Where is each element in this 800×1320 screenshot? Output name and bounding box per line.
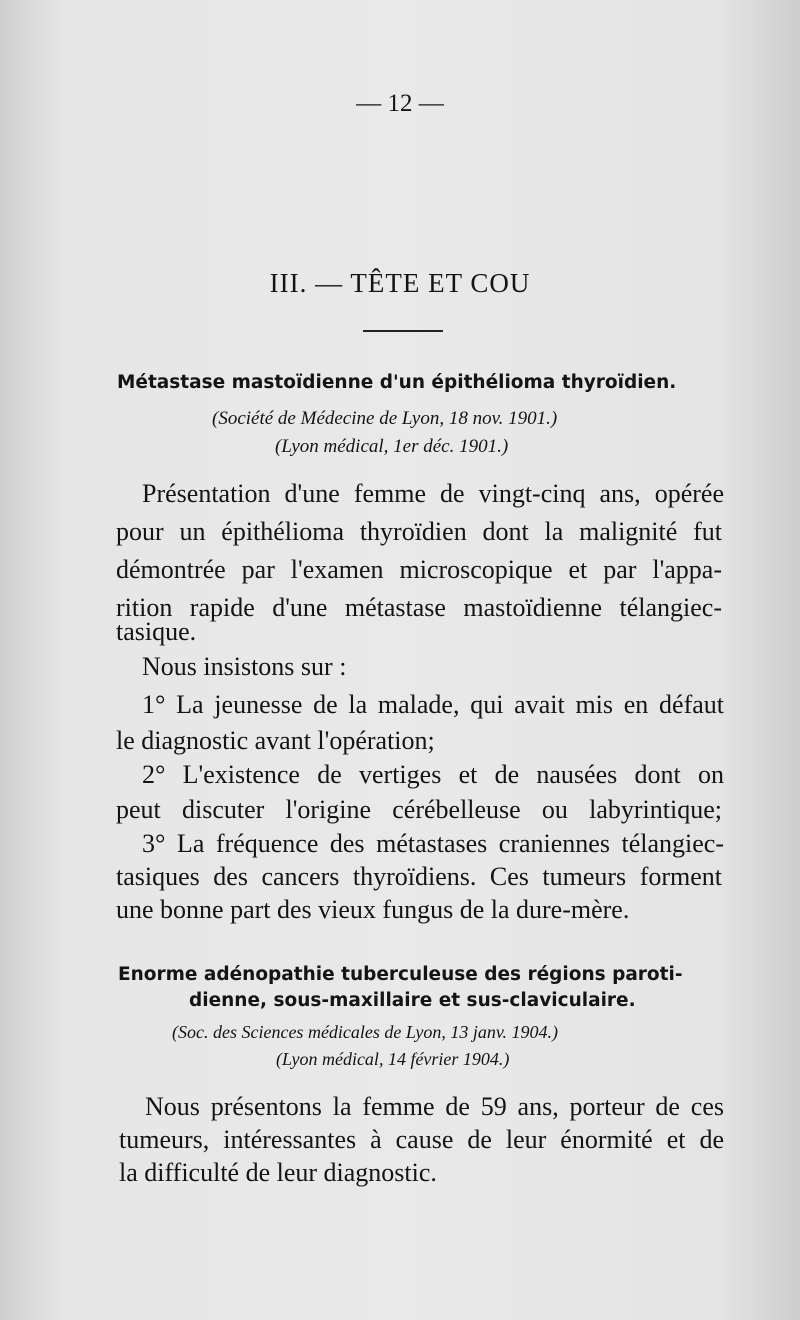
- article-1-line: 1° La jeunesse de la malade, qui avait mis en défaut: [142, 690, 724, 719]
- article-1-line: Présentation d'une femme de vingt-cinq ans, opérée: [142, 479, 724, 508]
- article-2-line: Nous présentons la femme de 59 ans, porteur de ces: [145, 1092, 724, 1121]
- article-1-line: pour un épithélioma thyroïdien dont la malignité fut: [116, 517, 722, 546]
- heading-rule: [363, 330, 443, 332]
- article-1-line: 2° L'existence de vertiges et de nausées dont on: [142, 760, 724, 789]
- article-2-line: la difficulté de leur diagnostic.: [119, 1158, 437, 1187]
- article-1-source-1: (Société de Médecine de Lyon, 18 nov. 1901.): [212, 408, 558, 429]
- article-1-source-2: (Lyon médical, 1er déc. 1901.): [275, 436, 509, 457]
- article-1-line: rition rapide d'une métastase mastoïdienne télangiec-: [116, 593, 722, 622]
- article-2-title-2: dienne, sous-maxillaire et sus-claviculaire.: [189, 990, 636, 1011]
- article-1-line: tasique.: [116, 617, 197, 646]
- article-1-line: peut discuter l'origine cérébelleuse ou labyrintique;: [116, 795, 722, 824]
- article-1-line: 3° La fréquence des métastases craniennes télangiec-: [142, 829, 724, 858]
- article-1-line: Nous insistons sur :: [142, 652, 347, 681]
- article-2-line: tumeurs, intéressantes à cause de leur énormité et de: [119, 1125, 724, 1154]
- article-1-title: Métastase mastoïdienne d'un épithélioma thyroïdien.: [117, 372, 677, 393]
- article-1-line: tasiques des cancers thyroïdiens. Ces tumeurs forment: [116, 862, 722, 891]
- article-2-title-1: Enorme adénopathie tuberculeuse des régions paroti-: [118, 964, 683, 985]
- article-1-line: démontrée par l'examen microscopique et par l'appa-: [116, 555, 722, 584]
- page-number: — 12 —: [356, 90, 444, 117]
- chapter-heading: III. — TÊTE ET COU: [269, 268, 531, 298]
- article-2-source-2: (Lyon médical, 14 février 1904.): [276, 1049, 510, 1069]
- article-2-source-1: (Soc. des Sciences médicales de Lyon, 13 janv. 1904.): [172, 1022, 559, 1042]
- article-1-line: une bonne part des vieux fungus de la dure-mère.: [116, 895, 630, 924]
- article-1-line: le diagnostic avant l'opération;: [116, 726, 435, 755]
